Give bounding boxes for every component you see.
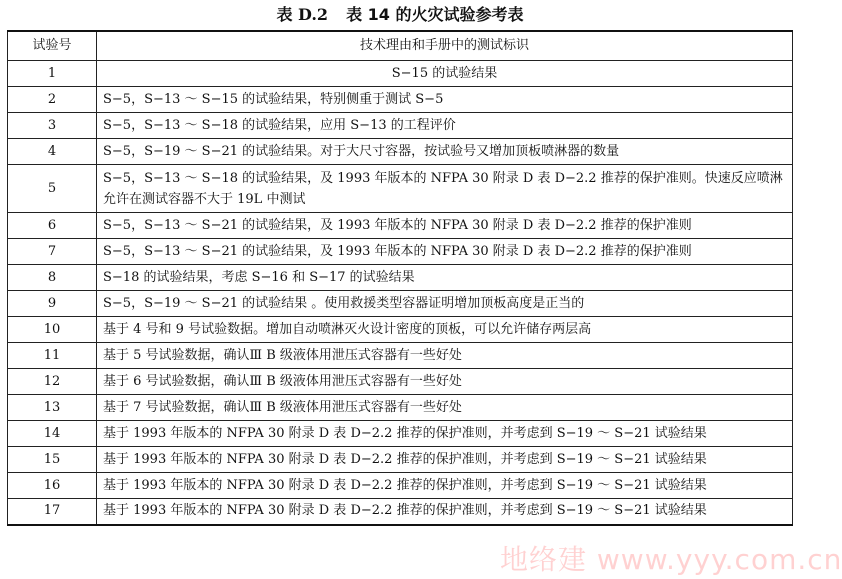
table-row xyxy=(8,213,793,239)
table-body xyxy=(8,61,793,525)
test-number-cell: 12 xyxy=(8,369,97,395)
test-number-cell: 8 xyxy=(8,265,97,291)
table-row xyxy=(8,61,793,87)
table-row xyxy=(8,291,793,317)
table-row xyxy=(8,421,793,447)
rationale-cell: S−5，S−13 ～ S−21 的试验结果，及 1993 年版本的 NFPA 30 附录 D 表 D−2.2 推荐的保护准则 xyxy=(97,239,793,265)
test-number-cell: 1 xyxy=(8,61,97,87)
test-number-cell: 15 xyxy=(8,447,97,473)
watermark: 地络建 www.yyy.com.cn xyxy=(500,543,842,576)
rationale-cell: S−5，S−13 ～ S−18 的试验结果，应用 S−13 的工程评价 xyxy=(97,113,793,139)
test-number-cell: 14 xyxy=(8,421,97,447)
rationale-cell: 基于 1993 年版本的 NFPA 30 附录 D 表 D−2.2 推荐的保护准则，并考虑到 S−19 ～ S−21 试验结果 xyxy=(97,421,793,447)
rationale-cell: S−5，S−13 ～ S−21 的试验结果，及 1993 年版本的 NFPA 30 附录 D 表 D−2.2 推荐的保护准则 xyxy=(97,213,793,239)
table-row xyxy=(8,165,793,213)
header-test-number: 试验号 xyxy=(8,31,97,61)
test-number-cell: 11 xyxy=(8,343,97,369)
table-title-main: 表 14 的火灾试验参考表 xyxy=(346,5,524,24)
table-title-prefix: 表 D.2 xyxy=(276,5,329,24)
table-row xyxy=(8,239,793,265)
rationale-cell: S−18 的试验结果，考虑 S−16 和 S−17 的试验结果 xyxy=(97,265,793,291)
test-number-cell: 6 xyxy=(8,213,97,239)
rationale-cell: 基于 7 号试验数据，确认Ⅲ B 级液体用泄压式容器有一些好处 xyxy=(97,395,793,421)
test-number-cell: 3 xyxy=(8,113,97,139)
table-row xyxy=(8,265,793,291)
rationale-cell: S−5，S−19 ～ S−21 的试验结果 。使用救援类型容器证明增加顶板高度是正当的 xyxy=(97,291,793,317)
table-row xyxy=(8,317,793,343)
rationale-cell: 基于 6 号试验数据，确认Ⅲ B 级液体用泄压式容器有一些好处 xyxy=(97,369,793,395)
rationale-cell: 基于 5 号试验数据，确认Ⅲ B 级液体用泄压式容器有一些好处 xyxy=(97,343,793,369)
table-row xyxy=(8,113,793,139)
table-row xyxy=(8,473,793,499)
test-number-cell: 4 xyxy=(8,139,97,165)
test-number-cell: 17 xyxy=(8,499,97,525)
header-rationale: 技术理由和手册中的测试标识 xyxy=(97,31,793,61)
table-row xyxy=(8,395,793,421)
table-row xyxy=(8,139,793,165)
test-number-cell: 9 xyxy=(8,291,97,317)
test-number-cell: 2 xyxy=(8,87,97,113)
rationale-cell: 基于 1993 年版本的 NFPA 30 附录 D 表 D−2.2 推荐的保护准则，并考虑到 S−19 ～ S−21 试验结果 xyxy=(97,447,793,473)
test-number-cell: 5 xyxy=(8,165,97,213)
rationale-cell: S−15 的试验结果 xyxy=(97,61,793,87)
rationale-cell: S−5，S−13 ～ S−18 的试验结果，及 1993 年版本的 NFPA 30 附录 D 表 D−2.2 推荐的保护准则。快速反应喷淋允许在测试容器不大于 19L 中测试 xyxy=(97,165,793,213)
rationale-cell: 基于 4 号和 9 号试验数据。增加自动喷淋灭火设计密度的顶板，可以允许储存两层高 xyxy=(97,317,793,343)
table-row xyxy=(8,87,793,113)
table-title xyxy=(0,2,800,28)
test-number-cell: 13 xyxy=(8,395,97,421)
rationale-cell: S−5，S−13 ～ S−15 的试验结果，特别侧重于测试 S−5 xyxy=(97,87,793,113)
rationale-cell: S−5，S−19 ～ S−21 的试验结果。对于大尺寸容器，按试验号又增加顶板喷淋器的数量 xyxy=(97,139,793,165)
table-row xyxy=(8,447,793,473)
test-number-cell: 10 xyxy=(8,317,97,343)
test-number-cell: 16 xyxy=(8,473,97,499)
table-row xyxy=(8,343,793,369)
fire-test-reference-table xyxy=(7,30,793,526)
rationale-cell: 基于 1993 年版本的 NFPA 30 附录 D 表 D−2.2 推荐的保护准则，并考虑到 S−19 ～ S−21 试验结果 xyxy=(97,499,793,525)
table-row xyxy=(8,499,793,525)
table-row xyxy=(8,369,793,395)
rationale-cell: 基于 1993 年版本的 NFPA 30 附录 D 表 D−2.2 推荐的保护准则，并考虑到 S−19 ～ S−21 试验结果 xyxy=(97,473,793,499)
test-number-cell: 7 xyxy=(8,239,97,265)
